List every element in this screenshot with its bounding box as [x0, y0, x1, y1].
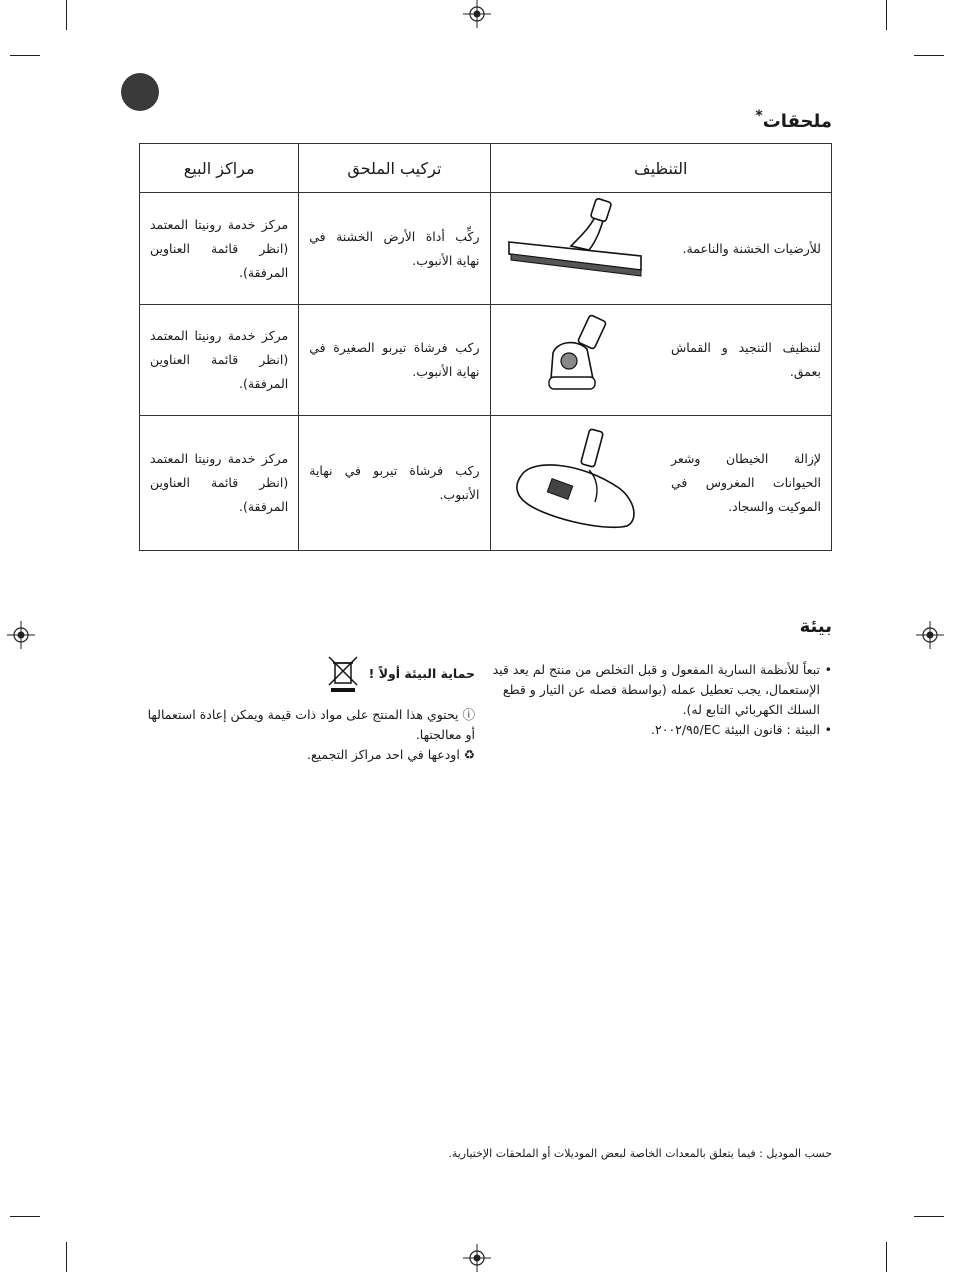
- accessories-title: [755, 108, 832, 132]
- protection-heading: حماية البيئة أولاً !: [368, 666, 475, 681]
- list-item: • تبعاً للأنظمة السارية المفعول و قبل التخلص من منتج لم يعد قيد الإستعمال، يجب تعطيل عمله (بواسطة فصله عن التيار و قطع السلك الكهربائي التابع له).: [492, 660, 832, 720]
- header-cleaning: التنظيف: [490, 144, 831, 193]
- cleaning-text: للأرضيات الخشنة والناعمة.: [682, 240, 821, 256]
- mini-turbo-brush-icon: [501, 305, 651, 415]
- cell-mounting: ركِّب أداة الأرض الخشنة في نهاية الأنبوب.: [299, 193, 490, 305]
- info-icon: ⓘ: [458, 707, 475, 722]
- turbo-brush-icon: [501, 428, 651, 538]
- cell-purchase: مركز خدمة رونيتا المعتمد (انظر قائمة العناوين المرفقة).: [140, 193, 299, 305]
- list-item: • البيئة : قانون البيئة EC/٢٠٠٢/٩٥.: [492, 720, 832, 740]
- crop-mark: [10, 55, 40, 56]
- cleaning-text: لتنظيف التنجيد و القماش بعمق.: [671, 340, 821, 379]
- cell-cleaning: [490, 305, 831, 416]
- table-row: [140, 193, 832, 305]
- cell-cleaning: [490, 193, 831, 305]
- registration-mark-icon: [463, 1244, 491, 1272]
- accessories-title-text: ملحقات: [762, 111, 832, 132]
- header-mounting: تركيب الملحق: [299, 144, 490, 193]
- accessories-table: [139, 143, 832, 551]
- table-row: [140, 416, 832, 551]
- cell-mounting: ركب فرشاة تيربو الصغيرة في نهاية الأنبوب.: [299, 305, 490, 416]
- floor-brush-icon: [501, 194, 651, 304]
- crop-mark: [914, 55, 944, 56]
- table-row: [140, 305, 832, 416]
- environment-title: بيئة: [799, 616, 832, 637]
- recycle-icon: ♻: [459, 747, 475, 762]
- crop-mark: [10, 1216, 40, 1217]
- section-marker-dot: [121, 73, 159, 111]
- header-purchase: مراكز البيع: [140, 144, 299, 193]
- cell-purchase: مركز خدمة رونيتا المعتمد (انظر قائمة العناوين المرفقة).: [140, 305, 299, 416]
- registration-mark-icon: [463, 0, 491, 28]
- registration-mark-icon: [7, 621, 35, 649]
- protection-line-1-text: يحتوي هذا المنتج على مواد ذات قيمة ويمكن إعادة استعمالها أو معالجتها.: [147, 707, 475, 742]
- protection-line-1: [139, 705, 475, 745]
- cell-purchase: مركز خدمة رونيتا المعتمد (انظر قائمة العناوين المرفقة).: [140, 416, 299, 551]
- footnote: حسب الموديل : فيما يتعلق بالمعدات الخاصة لبعض الموديلات أو الملحقات الإختيارية.: [448, 1147, 832, 1160]
- table-header-row: [140, 144, 832, 193]
- accessories-title-mark: *: [755, 108, 763, 124]
- crop-mark: [886, 1242, 887, 1272]
- cell-mounting: ركب فرشاة تيربو في نهاية الأنبوب.: [299, 416, 490, 551]
- crossed-bin-icon: [327, 655, 359, 693]
- cleaning-text: لإزالة الخيطان وشعر الحيوانات المغروس في الموكيت والسجاد.: [671, 451, 821, 514]
- environment-list: [492, 660, 832, 740]
- protection-line-2-text: اودعها في احد مراكز التجميع.: [306, 747, 460, 762]
- registration-mark-icon: [916, 621, 944, 649]
- crop-mark: [66, 0, 67, 30]
- cell-cleaning: [490, 416, 831, 551]
- protection-section: [139, 655, 475, 765]
- protection-line-2: [139, 745, 475, 765]
- crop-mark: [914, 1216, 944, 1217]
- crop-mark: [66, 1242, 67, 1272]
- crop-mark: [886, 0, 887, 30]
